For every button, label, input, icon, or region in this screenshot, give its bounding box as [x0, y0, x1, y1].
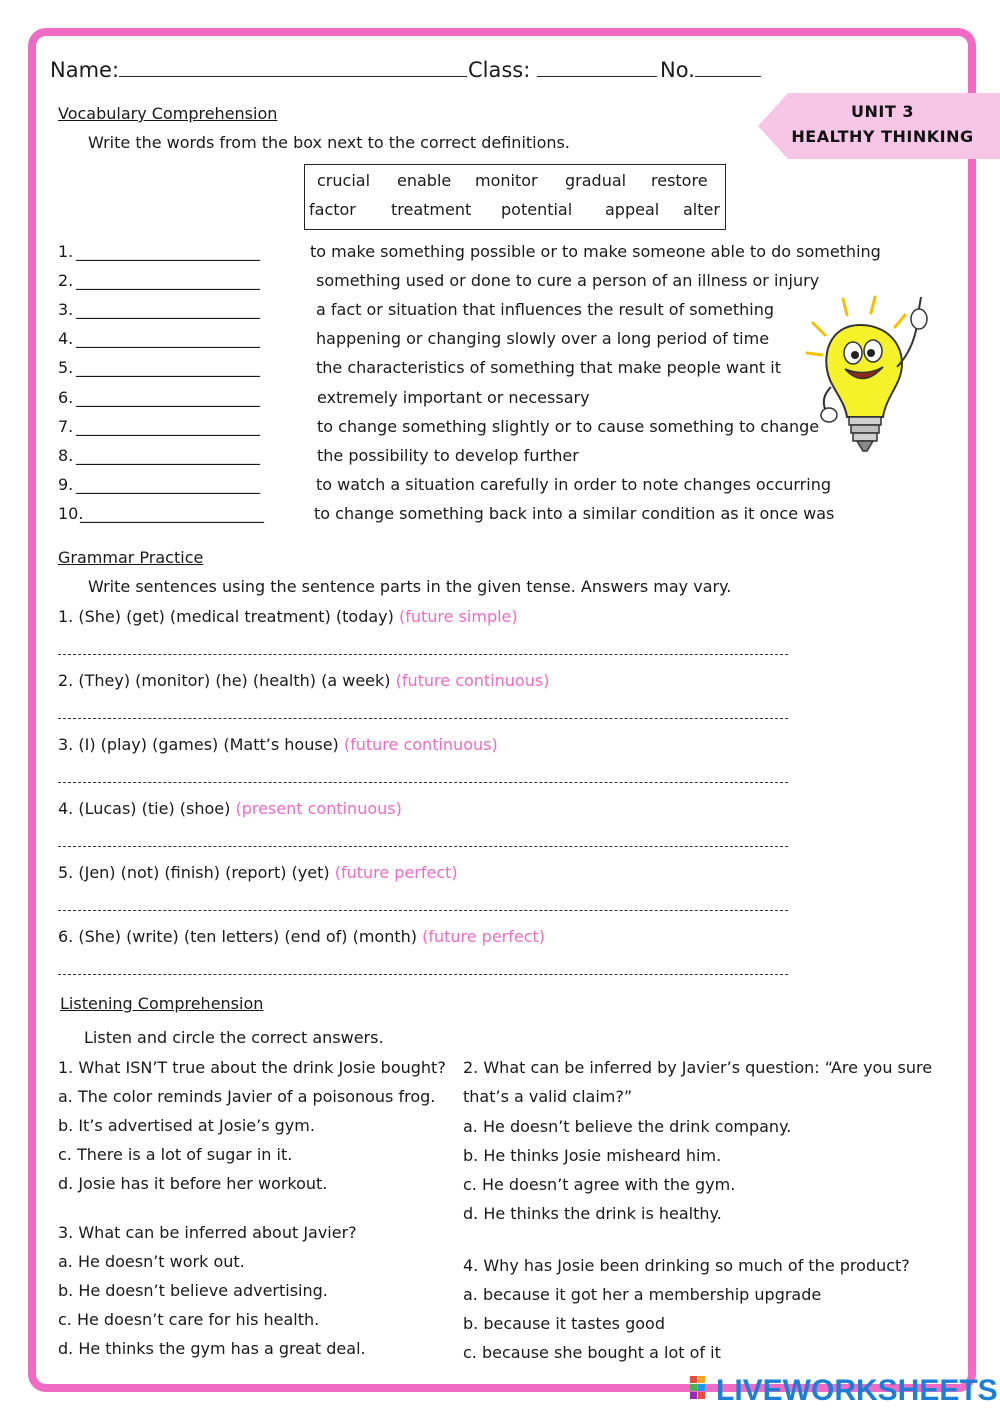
word-box: [304, 164, 726, 230]
grammar-answer-line[interactable]: [58, 910, 788, 911]
grammar-tense: (future perfect): [334, 863, 458, 882]
vocab-answer-blank[interactable]: _______________________: [76, 242, 260, 261]
vocab-number: 1.: [58, 242, 74, 261]
vocab-answer-blank[interactable]: _______________________: [76, 474, 260, 494]
name-line[interactable]: [119, 76, 467, 77]
word: restore: [651, 171, 708, 190]
question-4: 4. Why has Josie been drinking so much of the product?: [463, 1256, 910, 1275]
grammar-item: [58, 607, 518, 626]
q3-option-b[interactable]: b. He doesn’t believe advertising.: [58, 1281, 328, 1300]
q1-option-d[interactable]: d. Josie has it before her workout.: [58, 1174, 328, 1193]
grammar-parts: 2. (They) (monitor) (he) (health) (a week): [58, 671, 391, 690]
vocab-definition: the possibility to develop further: [317, 445, 579, 465]
q3-option-c[interactable]: c. He doesn’t care for his health.: [58, 1310, 320, 1329]
number-line[interactable]: [695, 76, 761, 77]
vocab-definition: a fact or situation that influences the result of something: [316, 300, 775, 320]
vocab-number: 4.: [58, 329, 74, 349]
grammar-tense: (future continuous): [343, 735, 498, 754]
vocab-answer-blank[interactable]: _______________________: [76, 445, 260, 465]
grammar-item: [58, 735, 498, 754]
vocab-definition: something used or done to cure a person of an illness or injury: [316, 271, 820, 291]
vocab-definition: to make something possible or to make someone able to do something: [310, 242, 881, 261]
grammar-parts: 4. (Lucas) (tie) (shoe): [58, 799, 231, 818]
grammar-tense: (future perfect): [422, 927, 546, 946]
grammar-answer-line[interactable]: [58, 782, 788, 783]
q1-option-b[interactable]: b. It’s advertised at Josie’s gym.: [58, 1116, 315, 1135]
q1-option-a[interactable]: a. The color reminds Javier of a poisonous frog.: [58, 1087, 436, 1106]
name-field[interactable]: [50, 58, 467, 82]
grammar-item: [58, 799, 402, 818]
vocab-definition: happening or changing slowly over a long period of time: [316, 329, 770, 349]
grammar-answer-line[interactable]: [58, 654, 788, 655]
q4-option-c[interactable]: c. because she bought a lot of it: [463, 1343, 721, 1362]
vocab-definition: to change something back into a similar condition as it once was: [314, 503, 835, 523]
unit-number: UNIT 3: [851, 102, 914, 121]
name-label: Name:: [50, 58, 120, 82]
q2-option-c[interactable]: c. He doesn’t agree with the gym.: [463, 1175, 736, 1194]
vocab-answer-blank[interactable]: _______________________: [76, 387, 260, 407]
grammar-tense: (present continuous): [235, 799, 402, 818]
vocab-definition: the characteristics of something that make people want it: [316, 358, 782, 378]
word: alter: [683, 200, 720, 219]
vocab-number: 5.: [58, 358, 74, 378]
grammar-answer-line[interactable]: [58, 718, 788, 719]
class-field[interactable]: [468, 58, 657, 82]
unit-title: HEALTHY THINKING: [791, 127, 974, 146]
q3-option-d[interactable]: d. He thinks the gym has a great deal.: [58, 1339, 366, 1358]
vocab-answer-blank[interactable]: _______________________: [76, 300, 260, 320]
grammar-answer-line[interactable]: [58, 974, 788, 975]
grammar-tense: (future continuous): [395, 671, 550, 690]
word: monitor: [475, 171, 538, 190]
light-bulb-icon: [805, 295, 935, 460]
question-1: 1. What ISN’T true about the drink Josie bought?: [58, 1058, 446, 1077]
grammar-item: [58, 863, 458, 882]
word: enable: [397, 171, 452, 190]
question-2-line2: that’s a valid claim?”: [463, 1087, 633, 1106]
liveworksheets-logo-icon: [690, 1376, 714, 1406]
vocab-definition: extremely important or necessary: [317, 387, 590, 407]
number-label: No.: [660, 58, 695, 82]
vocab-number: 2.: [58, 271, 74, 291]
grammar-instruction: Write sentences using the sentence parts in the given tense. Answers may vary.: [88, 577, 732, 596]
vocab-definition: to change something slightly or to cause something to change: [317, 416, 820, 436]
vocabulary-title: Vocabulary Comprehension: [58, 104, 278, 123]
vocab-answer-blank[interactable]: _______________________: [80, 503, 264, 523]
vocab-number: 8.: [58, 445, 74, 465]
q2-option-d[interactable]: d. He thinks the drink is healthy.: [463, 1204, 722, 1223]
grammar-parts: 5. (Jen) (not) (finish) (report) (yet): [58, 863, 330, 882]
liveworksheets-logo[interactable]: LIVEWORKSHEETS: [716, 1374, 998, 1407]
grammar-parts: 1. (She) (get) (medical treatment) (today): [58, 607, 394, 626]
grammar-answer-line[interactable]: [58, 846, 788, 847]
grammar-item: [58, 671, 549, 690]
question-2-line1: 2. What can be inferred by Javier’s question: “Are you sure: [463, 1058, 933, 1077]
grammar-tense: (future simple): [398, 607, 518, 626]
class-line[interactable]: [537, 76, 657, 77]
grammar-parts: 6. (She) (write) (ten letters) (end of) (month): [58, 927, 417, 946]
vocabulary-instruction: Write the words from the box next to the correct definitions.: [88, 133, 570, 152]
vocab-definition: to watch a situation carefully in order to note changes occurring: [316, 474, 831, 494]
vocab-number: 3.: [58, 300, 74, 320]
class-label: Class:: [468, 58, 531, 82]
question-3: 3. What can be inferred about Javier?: [58, 1223, 357, 1242]
grammar-title: Grammar Practice: [58, 548, 204, 567]
word: factor: [309, 200, 356, 219]
word: potential: [501, 200, 573, 219]
q3-option-a[interactable]: a. He doesn’t work out.: [58, 1252, 245, 1271]
word: crucial: [317, 171, 371, 190]
vocab-answer-blank[interactable]: _______________________: [76, 271, 260, 291]
vocab-answer-blank[interactable]: _______________________: [76, 416, 260, 436]
vocab-number: 6.: [58, 387, 74, 407]
q2-option-a[interactable]: a. He doesn’t believe the drink company.: [463, 1117, 792, 1136]
word: gradual: [565, 171, 627, 190]
q4-option-b[interactable]: b. because it tastes good: [463, 1314, 665, 1333]
vocab-number: 7.: [58, 416, 74, 436]
vocab-number: 9.: [58, 474, 74, 494]
vocab-answer-blank[interactable]: _______________________: [76, 358, 260, 378]
q4-option-a[interactable]: a. because it got her a membership upgrade: [463, 1285, 822, 1304]
grammar-item: [58, 927, 545, 946]
q2-option-b[interactable]: b. He thinks Josie misheard him.: [463, 1146, 722, 1165]
listening-title: Listening Comprehension: [60, 994, 264, 1013]
q1-option-c[interactable]: c. There is a lot of sugar in it.: [58, 1145, 293, 1164]
word: treatment: [391, 200, 472, 219]
listening-instruction: Listen and circle the correct answers.: [84, 1028, 384, 1047]
vocab-answer-blank[interactable]: _______________________: [76, 329, 260, 349]
vocab-number: 10.: [58, 503, 84, 523]
grammar-parts: 3. (I) (play) (games) (Matt’s house): [58, 735, 339, 754]
word: appeal: [605, 200, 660, 219]
number-field[interactable]: [660, 58, 761, 82]
